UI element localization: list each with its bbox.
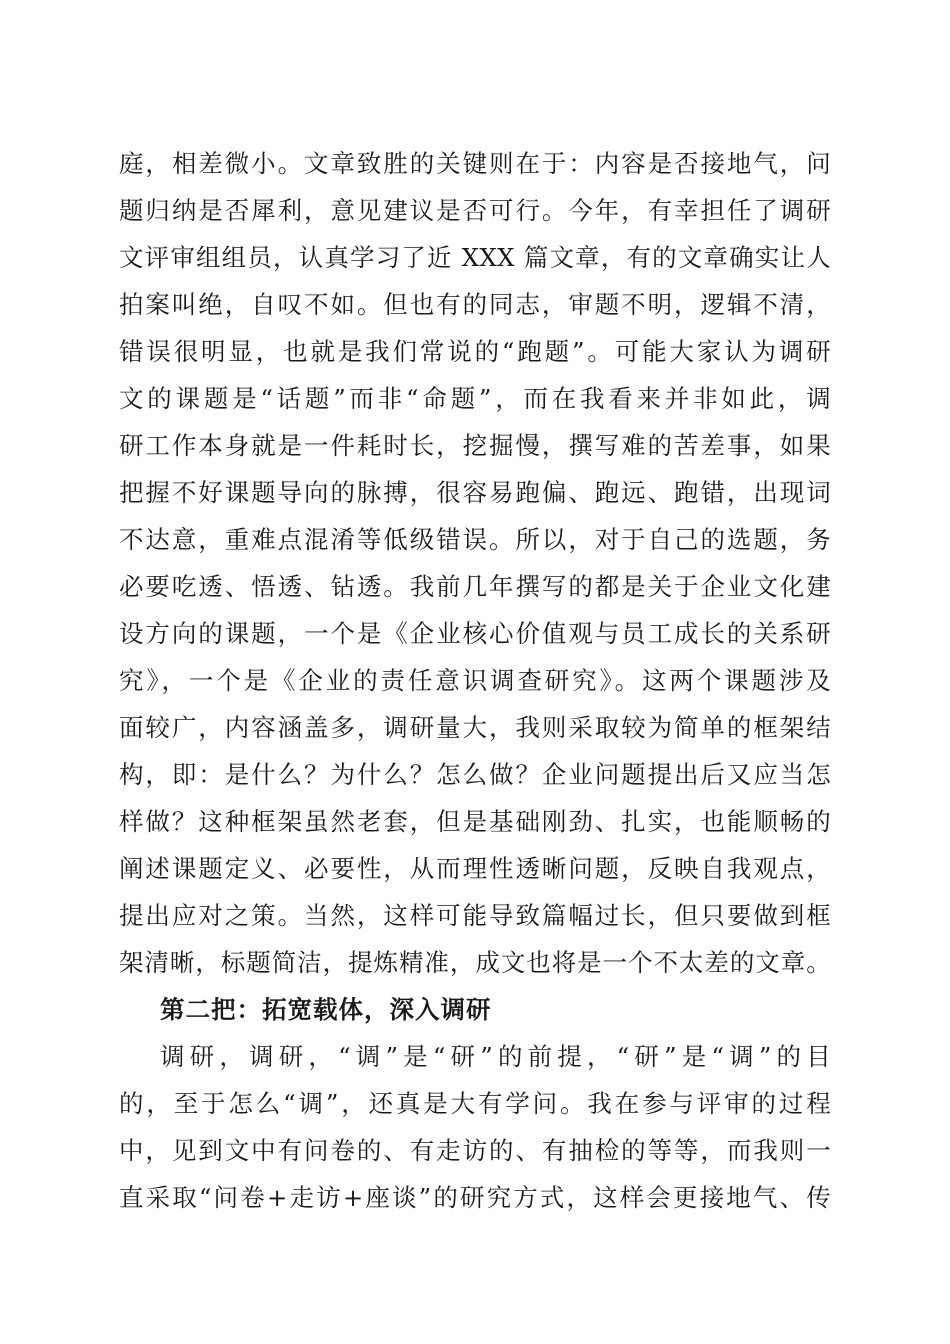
paragraph-line: 题归纳是否犀利，意见建议是否可行。今年，有幸担任了调研 [119,196,831,225]
paragraph-line: 的，至于怎么“调”，还真是大有学问。我在参与评审的过程 [119,1089,831,1118]
paragraph-line: 阐述课题定义、必要性，从而理性透晰问题，反映自我观点， [119,854,831,883]
paragraph-line: 把握不好课题导向的脉搏，很容易跑偏、跑远、跑错，出现词 [119,478,831,507]
paragraph-line: 中，见到文中有问卷的、有走访的、有抽检的等等，而我则一 [119,1136,831,1165]
paragraph-line: 设方向的课题，一个是《企业核心价值观与员工成长的关系研 [119,619,831,648]
paragraph-line: 面较广，内容涵盖多，调研量大，我则采取较为简单的框架结 [119,713,831,742]
paragraph-line: 直采取“问卷+走访+座谈”的研究方式，这样会更接地气、传 [119,1183,831,1212]
paragraph-line: 文的课题是“话题”而非“命题”，而在我看来并非如此，调 [119,384,831,413]
paragraph-line: 调研，调研，“调”是“研”的前提，“研”是“调”的目 [160,1042,831,1071]
paragraph-line: 研工作本身就是一件耗时长，挖掘慢，撰写难的苦差事，如果 [119,431,831,460]
paragraph-line: 拍案叫绝，自叹不如。但也有的同志，审题不明，逻辑不清， [119,290,831,319]
section-heading: 第二把：拓宽载体，深入调研 [160,995,492,1024]
paragraph-line: 提出应对之策。当然，这样可能导致篇幅过长，但只要做到框 [119,901,831,930]
paragraph-line: 构，即：是什么？为什么？怎么做？企业问题提出后又应当怎 [119,760,831,789]
paragraph-line: 必要吃透、悟透、钻透。我前几年撰写的都是关于企业文化建 [119,572,831,601]
paragraph-line: 架清晰，标题简洁，提炼精准，成文也将是一个不太差的文章。 [119,948,831,977]
paragraph-line: 文评审组组员，认真学习了近 XXX 篇文章，有的文章确实让人 [119,243,831,272]
paragraph-line: 不达意，重难点混淆等低级错误。所以，对于自己的选题，务 [119,525,831,554]
paragraph-line: 样做？这种框架虽然老套，但是基础刚劲、扎实，也能顺畅的 [119,807,831,836]
paragraph-line: 错误很明显，也就是我们常说的“跑题”。可能大家认为调研 [119,337,831,366]
paragraph-line: 究》，一个是《企业的责任意识调查研究》。这两个课题涉及 [119,666,831,695]
paragraph-line: 庭，相差微小。文章致胜的关键则在于：内容是否接地气，问 [119,149,831,178]
